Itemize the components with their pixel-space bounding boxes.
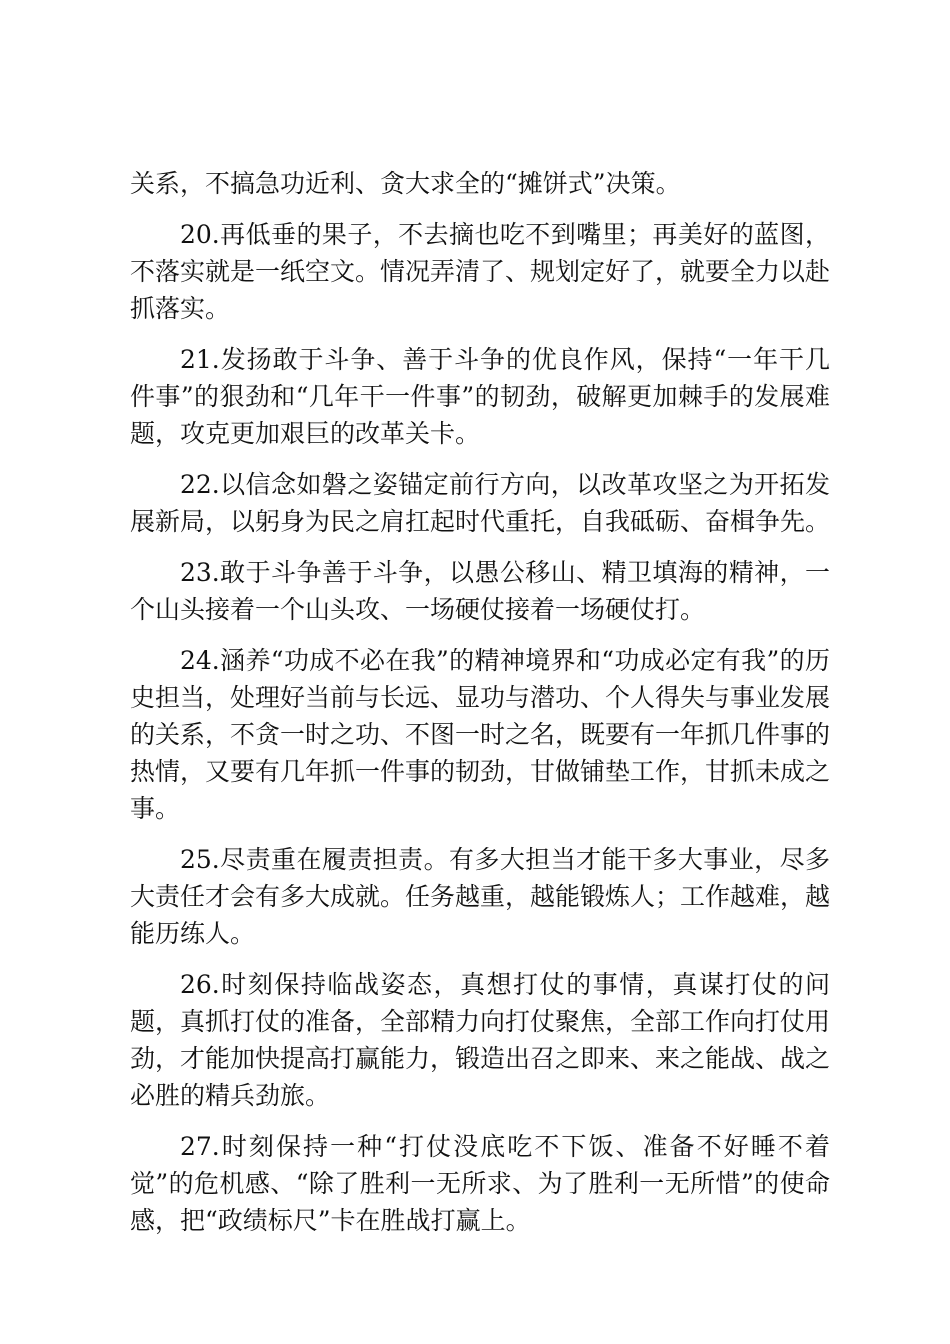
paragraph-24: 24.涵养“功成不必在我”的精神境界和“功成必定有我”的历史担当，处理好当前与长远、显功与潜功、个人得失与事业发展的关系，不贪一时之功、不图一时之名，既要有一年抓几件事的热情，又要有几年抓一件事的韧劲，甘做铺垫工作，甘抓未成之事。 [130, 646, 831, 823]
paragraph-23: 23.敢于斗争善于斗争，以愚公移山、精卫填海的精神，一个山头接着一个山头攻、一场硬仗接着一场硬仗打。 [130, 558, 830, 624]
document-body [130, 165, 830, 1253]
paragraph-continuation: 关系，不搞急功近利、贪大求全的“摊饼式”决策。 [130, 169, 681, 198]
paragraph-25: 25.尽责重在履责担责。有多大担当才能干多大事业，尽多大责任才会有多大成就。任务越重，越能锻炼人；工作越难，越能历练人。 [130, 845, 831, 948]
paragraph-22: 22.以信念如磐之姿锚定前行方向，以改革攻坚之为开拓发展新局，以躬身为民之肩扛起时代重托，自我砥砺、奋楫争先。 [130, 470, 831, 536]
paragraph-21: 21.发扬敢于斗争、善于斗争的优良作风，保持“一年干几件事”的狠劲和“几年干一件事”的韧劲，破解更加棘手的发展难题，攻克更加艰巨的改革关卡。 [130, 345, 830, 448]
paragraph-26: 26.时刻保持临战姿态，真想打仗的事情，真谋打仗的问题，真抓打仗的准备，全部精力向打仗聚焦，全部工作向打仗用劲，才能加快提高打赢能力，锻造出召之即来、来之能战、战之必胜的精兵劲旅。 [130, 970, 831, 1110]
paragraph-27: 27.时刻保持一种“打仗没底吃不下饭、准备不好睡不着觉”的危机感、“除了胜利一无所求、为了胜利一无所惜”的使命感，把“政绩标尺”卡在胜战打赢上。 [130, 1132, 830, 1235]
paragraph-20: 20.再低垂的果子，不去摘也吃不到嘴里；再美好的蓝图，不落实就是一纸空文。情况弄清了、规划定好了，就要全力以赴抓落实。 [130, 220, 831, 323]
